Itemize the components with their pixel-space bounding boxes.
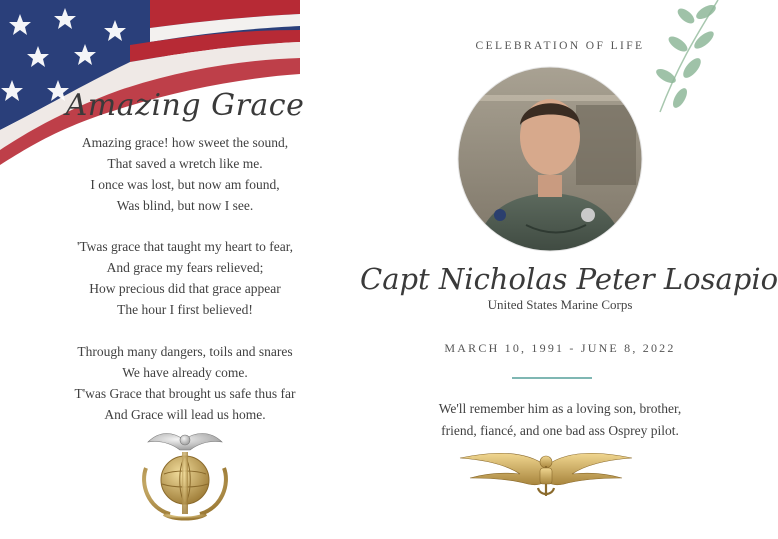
- hymn-line: And grace my fears relieved;: [106, 260, 264, 275]
- aviator-wings-icon: [458, 444, 634, 502]
- hymn-line: T'was Grace that brought us safe thus far: [74, 386, 296, 401]
- tribute-line: friend, fiancé, and one bad ass Osprey pilot.: [441, 423, 679, 438]
- hymn-line: We have already come.: [122, 365, 248, 380]
- hymn-line: Amazing grace! how sweet the sound,: [81, 135, 289, 150]
- eagle-globe-anchor-icon: [134, 424, 236, 522]
- divider: [512, 377, 592, 379]
- left-panel: [0, 0, 360, 539]
- service-branch: United States Marine Corps: [487, 297, 633, 312]
- hymn-line: Was blind, but now I see.: [116, 198, 254, 213]
- event-kicker: CELEBRATION OF LIFE: [475, 40, 645, 52]
- hymn-title: Amazing Grace: [65, 88, 305, 123]
- hymn-line: Through many dangers, toils and snares: [77, 344, 293, 359]
- tribute-line: We'll remember him as a loving son, brother,: [438, 401, 682, 416]
- right-panel: [360, 0, 778, 539]
- hymn-stanza-2: [0, 236, 370, 320]
- honoree-name: Capt Nicholas Peter Losapio: [360, 262, 778, 296]
- hymn-stanza-1: [0, 132, 370, 216]
- tribute-text: [400, 398, 720, 442]
- hymn-line: How precious did that grace appear: [89, 281, 281, 296]
- hymn-line: That saved a wretch like me.: [107, 156, 263, 171]
- hymn-line: 'Twas grace that taught my heart to fear,: [76, 239, 294, 254]
- hymn-stanza-3: [0, 341, 370, 425]
- hymn-line: The hour I first believed!: [117, 302, 253, 317]
- hymn-line: I once was lost, but now am found,: [90, 177, 280, 192]
- life-dates: MARCH 10, 1991 - JUNE 8, 2022: [444, 341, 676, 355]
- hymn-line: And Grace will lead us home.: [104, 407, 266, 422]
- portrait-photo: [456, 65, 644, 253]
